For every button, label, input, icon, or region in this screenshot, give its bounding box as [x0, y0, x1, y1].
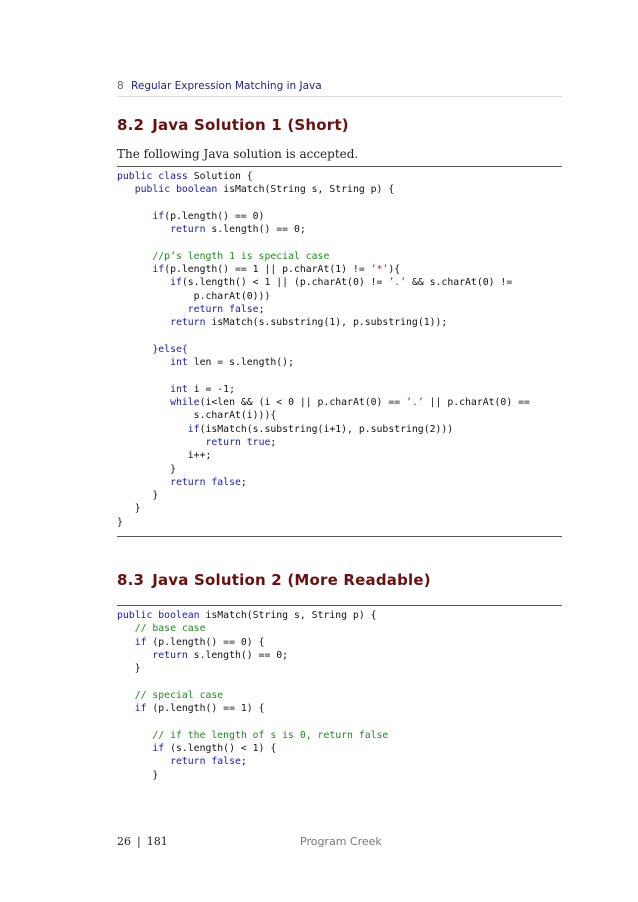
running-header [117, 80, 562, 92]
code-line [117, 463, 562, 476]
code-line [117, 276, 562, 289]
code-token: if [152, 264, 165, 276]
code-token [117, 637, 135, 648]
code-token [117, 357, 170, 368]
code-token: if [187, 423, 200, 435]
code-line [117, 290, 562, 303]
code-line [117, 715, 562, 728]
code-token [117, 384, 170, 395]
code-token: int [170, 383, 188, 395]
code-line [117, 742, 562, 755]
code-line [117, 609, 562, 622]
code-token: while [170, 397, 200, 409]
code-token: (s.length() < 1) { [164, 742, 277, 754]
code-token: i = -1; [187, 383, 235, 395]
code-token: && s.charAt(0) != [406, 277, 513, 289]
code-token: ){ [388, 264, 401, 276]
code-token [117, 424, 188, 435]
code-line [117, 396, 562, 409]
code-token: return [152, 649, 188, 661]
code-token: } [117, 663, 141, 675]
code-token: //p’s length 1 is special case [117, 250, 330, 262]
code-line [117, 343, 562, 356]
code-token: if [134, 703, 147, 715]
code-line [117, 210, 562, 223]
code-token [117, 703, 135, 714]
code-line [117, 330, 562, 343]
section-title: Java Solution 1 (Short) [152, 116, 349, 134]
code-token: return false [170, 476, 241, 488]
code-token: s.length() == 0; [205, 224, 306, 236]
code-token [117, 437, 205, 448]
code-token: public boolean [134, 184, 224, 196]
code-token [117, 224, 170, 235]
code-token: ; [258, 303, 265, 315]
header-divider [117, 96, 562, 97]
code-token: (i<len && (i < 0 || p.charAt(0) == [199, 397, 407, 409]
intro-paragraph: The following Java solution is accepted. [117, 147, 359, 161]
code-token: (p.length() == 0) { [146, 636, 265, 648]
code-token: }else{ [152, 343, 188, 355]
section-number: 8.2 [117, 116, 145, 134]
code-top-rule [117, 166, 562, 167]
code-token: ’*’ [370, 264, 389, 276]
code-token: (p.length() == 0) [164, 210, 265, 222]
code-token: (p.length() == 1 || p.charAt(1) != [164, 264, 371, 276]
code-line [117, 689, 562, 702]
code-token [117, 264, 152, 275]
code-token [117, 277, 170, 288]
code-token: if [134, 636, 147, 648]
code-token: ’.’ [406, 397, 424, 409]
code-token [117, 477, 170, 488]
code-token: } [117, 769, 159, 781]
code-token: || p.charAt(0) == [423, 397, 530, 409]
code-block-solution-2 [117, 609, 562, 782]
code-token: ’.’ [388, 277, 407, 289]
code-token: // special case [117, 689, 224, 701]
code-token: (p.length() == 1) { [146, 703, 265, 715]
code-token: if [152, 742, 165, 754]
code-line [117, 622, 562, 635]
code-token: s.length() == 0; [187, 649, 289, 661]
code-line [117, 436, 562, 449]
chapter-title: Regular Expression Matching in Java [131, 80, 322, 92]
code-line [117, 423, 562, 436]
code-token: } [117, 490, 159, 502]
code-line [117, 502, 562, 515]
code-token: // if the length of s is 0, return false [117, 729, 389, 741]
code-line [117, 236, 562, 249]
code-bottom-rule [117, 536, 562, 537]
page-separator: | [137, 835, 141, 848]
page-total: 181 [146, 835, 168, 848]
section-heading-solution-2 [117, 571, 431, 589]
code-line [117, 223, 562, 236]
page-footer [117, 835, 562, 848]
code-line [117, 649, 562, 662]
code-token [117, 317, 170, 328]
code-line [117, 263, 562, 276]
code-token: } [117, 516, 123, 528]
code-top-rule [117, 605, 562, 606]
code-line [117, 662, 562, 675]
page-number: 26 [117, 835, 131, 848]
code-token [117, 756, 170, 767]
code-token: if [152, 210, 165, 222]
code-line [117, 250, 562, 263]
code-token: ; [240, 756, 247, 768]
code-line [117, 303, 562, 316]
code-token [117, 304, 188, 315]
code-token: i++; [117, 450, 212, 462]
code-line [117, 702, 562, 715]
code-line [117, 383, 562, 396]
code-line [117, 170, 562, 183]
code-token: int [170, 357, 188, 369]
section-heading-solution-1 [117, 116, 349, 134]
code-line [117, 409, 562, 422]
code-token: (s.length() < 1 || (p.charAt(0) != [181, 277, 389, 289]
code-token [117, 650, 152, 661]
code-line [117, 449, 562, 462]
code-token: return [170, 224, 206, 236]
code-line [117, 516, 562, 529]
code-token: public class [117, 171, 194, 182]
code-line [117, 729, 562, 742]
code-line [117, 636, 562, 649]
code-line [117, 356, 562, 369]
code-token: isMatch(s.substring(1), p.substring(1)); [205, 317, 448, 329]
code-line [117, 369, 562, 382]
code-token: return false [187, 303, 259, 315]
code-token: isMatch(String s, String p) { [223, 184, 395, 196]
code-token: isMatch(String s, String p) { [199, 610, 377, 621]
code-token: public boolean [117, 610, 200, 621]
code-line [117, 489, 562, 502]
code-token: (isMatch(s.substring(i+1), p.substring(2))) [199, 423, 454, 435]
footer-brand: Program Creek [300, 835, 382, 848]
code-line [117, 769, 562, 782]
code-token [117, 743, 152, 754]
code-token: ; [240, 476, 247, 488]
code-token: // base case [117, 623, 206, 635]
code-token: return false [170, 756, 241, 768]
code-token: ; [270, 436, 277, 448]
code-line [117, 755, 562, 768]
code-token [117, 397, 170, 408]
code-token: s.charAt(i))){ [117, 410, 277, 422]
code-token: } [117, 503, 141, 515]
code-token [117, 344, 152, 355]
code-token: p.charAt(0))) [117, 290, 271, 302]
code-line [117, 675, 562, 688]
code-token: Solution { [193, 171, 253, 182]
code-line [117, 197, 562, 210]
chapter-number: 8 [117, 80, 124, 92]
section-number: 8.3 [117, 571, 145, 589]
code-block-solution-1 [117, 170, 562, 529]
code-token: return [170, 317, 206, 329]
code-token [117, 211, 152, 222]
code-token: if [170, 277, 182, 289]
code-token: } [117, 463, 176, 475]
code-token: return true [205, 436, 271, 448]
code-token [117, 184, 135, 195]
code-token: len = s.length(); [187, 357, 294, 369]
section-title: Java Solution 2 (More Readable) [152, 571, 431, 589]
code-line [117, 316, 562, 329]
code-line [117, 183, 562, 196]
code-line [117, 476, 562, 489]
